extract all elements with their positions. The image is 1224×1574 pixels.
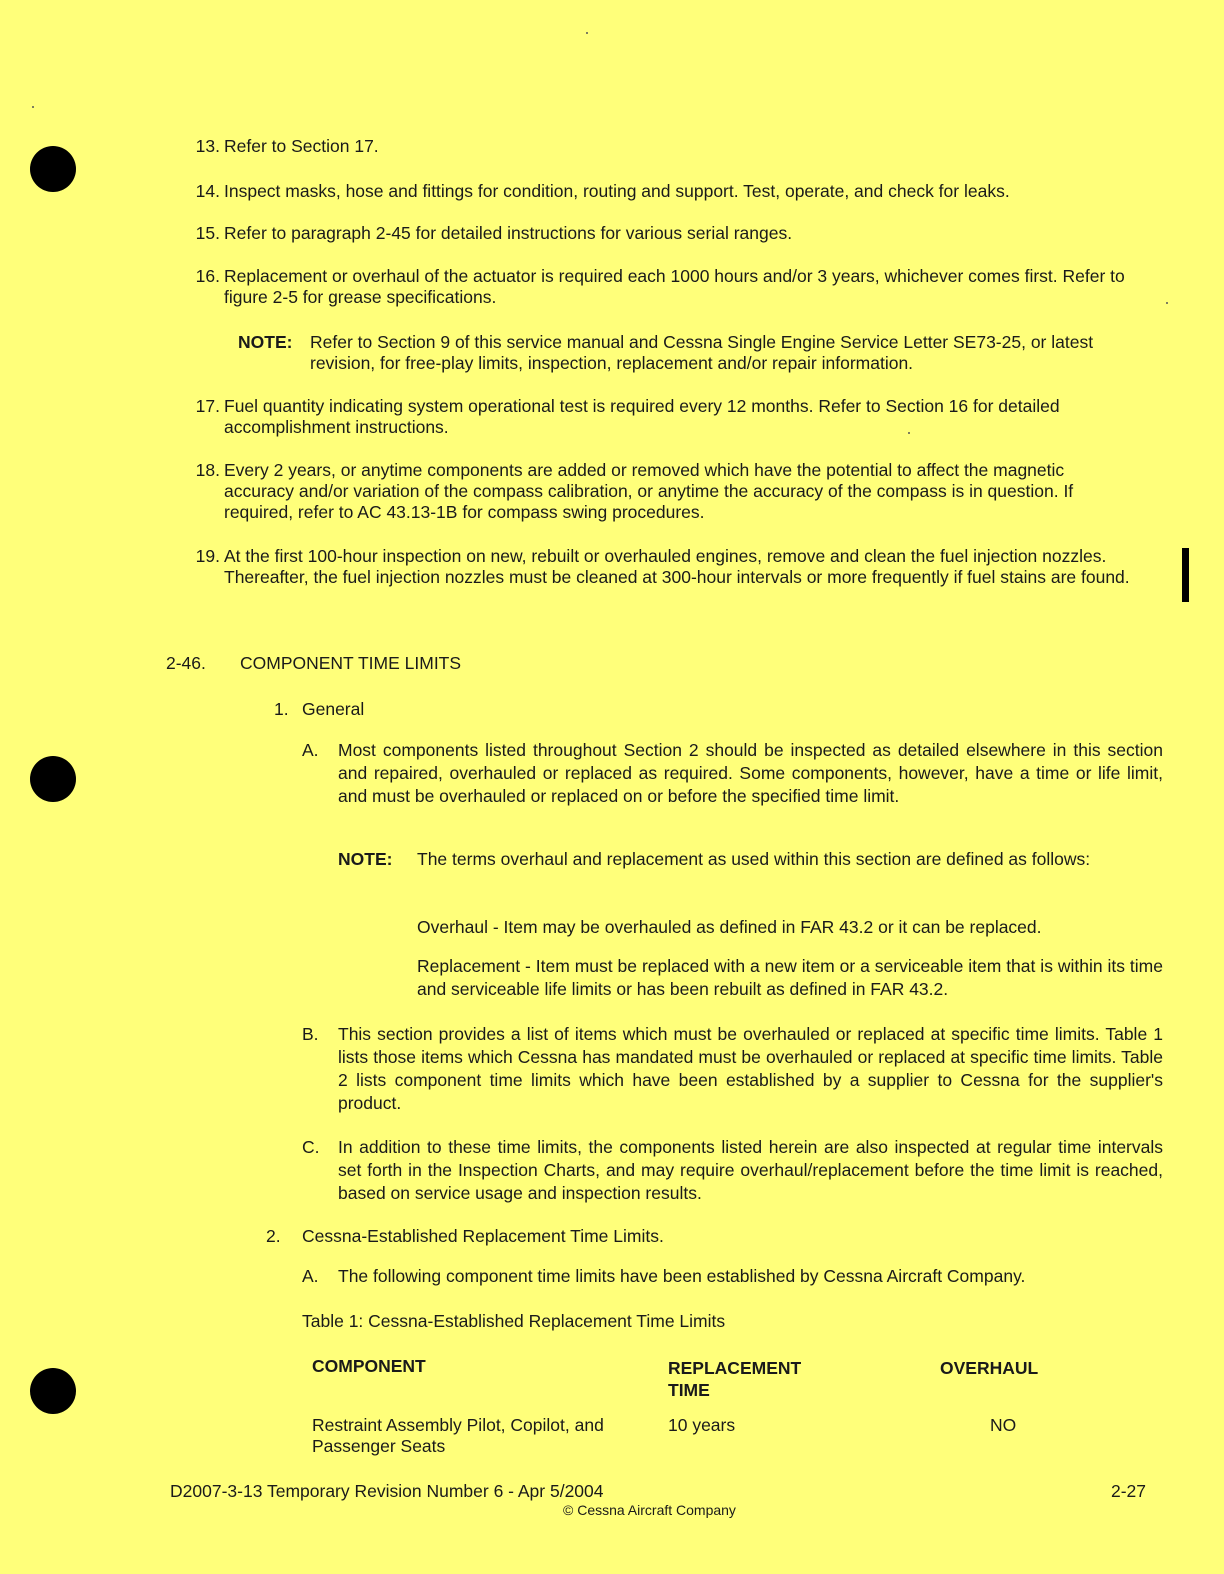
table-header-overhaul: OVERHAUL — [940, 1358, 1039, 1378]
paragraph-a: Most components listed throughout Section 2 should be inspected as detailed elsewhere in this section and repaired, overhauled or replaced as required. Some components, however, have a time or life limit, and must be overhauled or replaced on or before the specified time limit. — [338, 740, 1163, 806]
item-text: Refer to paragraph 2-45 for detailed instructions for various serial ranges. — [224, 223, 793, 243]
overhaul-definition: Overhaul - Item may be overhauled as defined in FAR 43.2 or it can be replaced. — [417, 917, 1042, 937]
scan-speck — [586, 32, 588, 34]
section-number: 2-46. — [166, 653, 206, 673]
table-header-component: COMPONENT — [312, 1356, 426, 1376]
item-number: 18. — [195, 460, 220, 480]
subsection-title: General — [302, 699, 365, 719]
footer-page-number: 2-27 — [1111, 1481, 1147, 1501]
table-cell-overhaul: NO — [990, 1415, 1017, 1435]
section-title: COMPONENT TIME LIMITS — [240, 653, 462, 673]
scan-speck — [1166, 302, 1168, 304]
item-text: Inspect masks, hose and fittings for condition, routing and support. Test, operate, and check for leaks. — [224, 181, 1010, 201]
binder-hole-bottom — [30, 1368, 76, 1414]
paragraph-letter: A. — [302, 740, 319, 760]
table-header-replacement: REPLACEMENT TIME — [668, 1358, 802, 1400]
item-number: 19. — [195, 546, 220, 566]
paragraph-letter: C. — [302, 1137, 320, 1157]
table-cell-replacement: 10 years — [668, 1415, 736, 1435]
subsection-title: Cessna-Established Replacement Time Limits. — [302, 1226, 664, 1246]
item-number: 15. — [195, 223, 220, 243]
paragraph-b: This section provides a list of items which must be overhauled or replaced at specific time limits. Table 1 lists those items which Cessna has mandated must be overhauled or replaced at specific time limits. Table 2 lists component time limits which have been established by a supplier to Cessna for the supplier's product. — [338, 1024, 1163, 1113]
scan-speck — [32, 106, 34, 108]
note-text: The terms overhaul and replacement as used within this section are defined as follows: — [417, 849, 1091, 869]
note-label: NOTE: — [238, 332, 293, 352]
paragraph-letter: B. — [302, 1024, 319, 1044]
item-text: Fuel quantity indicating system operational test is required every 12 months. Refer to Section 16 for detailed accomplishment instructions. — [224, 396, 1060, 437]
item-text: At the first 100-hour inspection on new, rebuilt or overhauled engines, remove and clean the fuel injection nozzles. Thereafter, the fuel injection nozzles must be cleaned at 300-hour intervals or more frequently if fuel stains are found. — [224, 546, 1130, 587]
item-number: 14. — [195, 181, 220, 201]
paragraph-letter: A. — [302, 1266, 319, 1286]
binder-hole-middle — [30, 756, 76, 802]
item-text: Refer to Section 17. — [224, 136, 379, 156]
note-text: Refer to Section 9 of this service manual and Cessna Single Engine Service Letter SE73-25, or latest revision, for free-play limits, inspection, replacement and/or repair information. — [310, 332, 1094, 373]
item-text: Every 2 years, or anytime components are added or removed which have the potential to affect the magnetic accuracy and/or variation of the compass calibration, or anytime the accuracy of the compass is in question. If required, refer to AC 43.13-1B for compass swing procedures. — [224, 460, 1074, 522]
table-caption: Table 1: Cessna-Established Replacement Time Limits — [302, 1311, 726, 1331]
table-cell-component: Restraint Assembly Pilot, Copilot, and Passenger Seats — [312, 1415, 604, 1456]
item-number: 17. — [195, 396, 220, 416]
item-text: Replacement or overhaul of the actuator is required each 1000 hours and/or 3 years, whichever comes first. Refer to figure 2-5 for grease specifications. — [224, 266, 1125, 307]
paragraph-cessna-a: The following component time limits have been established by Cessna Aircraft Company. — [338, 1266, 1026, 1286]
subsection-number: 2. — [266, 1226, 281, 1246]
item-number: 16. — [195, 266, 220, 286]
replacement-definition: Replacement - Item must be replaced with a new item or a serviceable item that is within its time and serviceable life limits or has been rebuilt as defined in FAR 43.2. — [417, 956, 1163, 999]
note-label: NOTE: — [338, 849, 393, 869]
footer-copyright: © Cessna Aircraft Company — [563, 1502, 736, 1518]
paragraph-c: In addition to these time limits, the components listed herein are also inspected at regular time intervals set forth in the Inspection Charts, and may require overhaul/replacement before the time limit is reached, based on service usage and inspection results. — [338, 1137, 1163, 1203]
subsection-number: 1. — [274, 699, 289, 719]
footer-document-id: D2007-3-13 Temporary Revision Number 6 - Apr 5/2004 — [170, 1481, 604, 1501]
item-number: 13. — [195, 136, 220, 156]
revision-bar — [1182, 548, 1189, 602]
binder-hole-top — [30, 146, 76, 192]
